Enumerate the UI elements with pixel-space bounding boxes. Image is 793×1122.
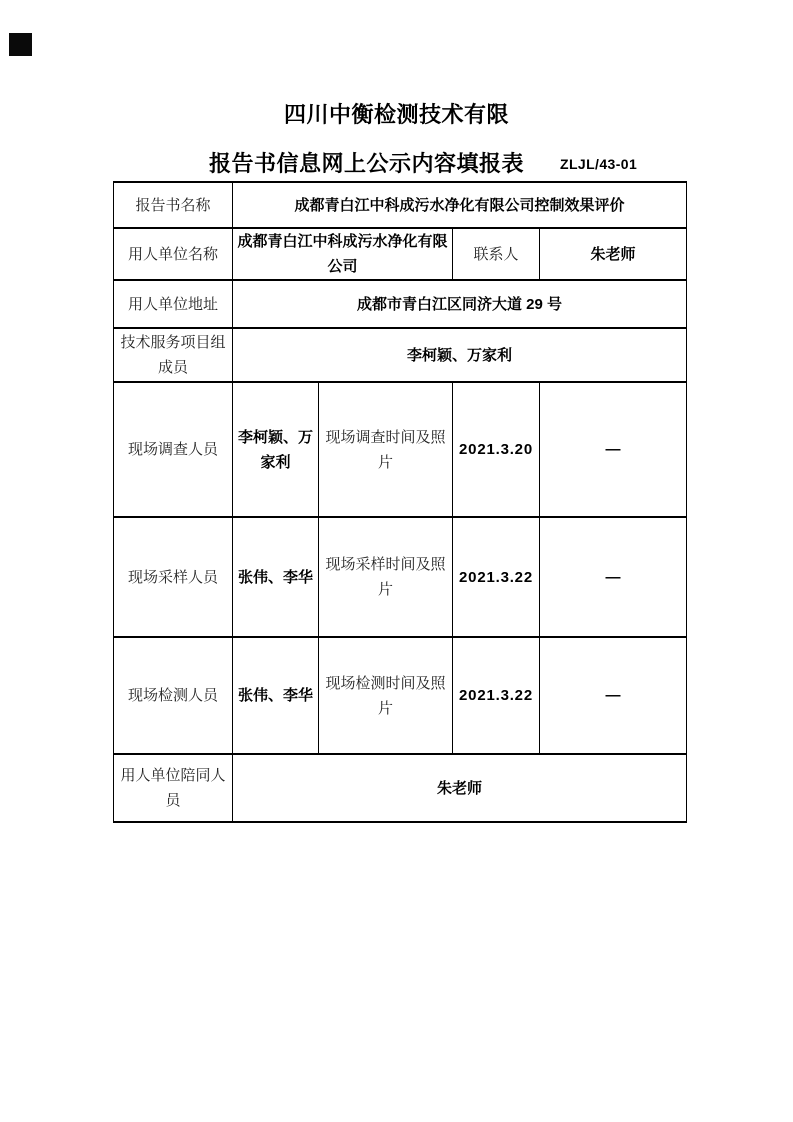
employer-name-label: 用人单位名称: [114, 228, 233, 280]
site-sampling-personnel: 张伟、李华: [233, 517, 319, 637]
site-sampling-label: 现场采样人员: [114, 517, 233, 637]
project-team-value: 李柯颖、万家利: [233, 328, 687, 382]
site-survey-label: 现场调查人员: [114, 382, 233, 517]
site-survey-personnel: 李柯颖、万家利: [233, 382, 319, 517]
accompanying-value: 朱老师: [233, 754, 687, 822]
form-code: ZLJL/43-01: [560, 156, 638, 172]
row-site-sampling: [114, 517, 687, 637]
accompanying-label: 用人单位陪同人员: [114, 754, 233, 822]
report-name-value: 成都青白江中科成污水净化有限公司控制效果评价: [233, 182, 687, 228]
site-sampling-date: 2021.3.22: [453, 517, 540, 637]
site-testing-time-label: 现场检测时间及照片: [319, 637, 453, 754]
subtitle-row: [0, 150, 793, 178]
row-accompanying: [114, 754, 687, 822]
employer-name-value: 成都青白江中科成污水净化有限公司: [233, 228, 453, 280]
row-site-testing: [114, 637, 687, 754]
site-sampling-time-label: 现场采样时间及照片: [319, 517, 453, 637]
row-report-name: [114, 182, 687, 228]
company-title: 四川中衡检测技术有限: [283, 102, 509, 127]
employer-address-label: 用人单位地址: [114, 280, 233, 328]
site-sampling-photo: —: [540, 517, 687, 637]
site-testing-label: 现场检测人员: [114, 637, 233, 754]
form-title: 报告书信息网上公示内容填报表: [209, 151, 525, 176]
site-survey-date: 2021.3.20: [453, 382, 540, 517]
site-testing-photo: —: [540, 637, 687, 754]
site-survey-time-label: 现场调查时间及照片: [319, 382, 453, 517]
report-info-table: [113, 181, 687, 823]
scan-artifact-mark: [9, 33, 32, 56]
row-project-team: [114, 328, 687, 382]
row-site-survey: [114, 382, 687, 517]
site-testing-date: 2021.3.22: [453, 637, 540, 754]
report-name-label: 报告书名称: [114, 182, 233, 228]
row-employer-name: [114, 228, 687, 280]
contact-label: 联系人: [453, 228, 540, 280]
site-survey-photo: —: [540, 382, 687, 517]
contact-value: 朱老师: [540, 228, 687, 280]
employer-address-value: 成都市青白江区同济大道 29 号: [233, 280, 687, 328]
site-testing-personnel: 张伟、李华: [233, 637, 319, 754]
project-team-label: 技术服务项目组成员: [114, 328, 233, 382]
row-employer-address: [114, 280, 687, 328]
